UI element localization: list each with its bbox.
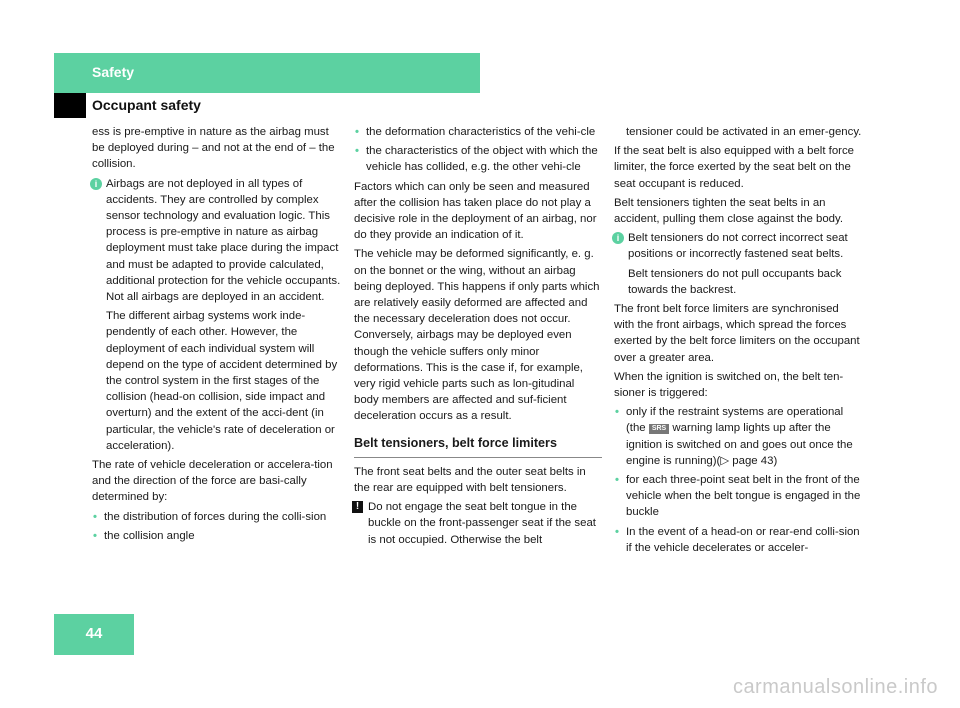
paragraph: ess is pre-emptive in nature as the airbag must be deployed during – and not at the end of – the collision. — [92, 126, 335, 171]
section-marker — [54, 93, 86, 118]
list-item — [92, 509, 344, 525]
paragraph: The rate of vehicle deceleration or accelera-tion and the direction of the force are basi-cally determined by: — [92, 459, 333, 504]
paragraph: When the ignition is switched on, the belt ten-sioner is triggered: — [614, 370, 844, 400]
list-item-text: In the event of a head-on or rear-end colli-sion if the vehicle decelerates or acceler- — [626, 525, 860, 554]
bullet-icon: • — [615, 406, 619, 419]
list-item-text: the characteristics of the object with which the vehicle has collided, e.g. the other vehi-cle — [366, 145, 598, 174]
info-icon: i — [90, 178, 102, 190]
note-text: Belt tensioners do not correct incorrect seat positions or incorrectly fastened seat belts. — [628, 232, 848, 261]
bullet-icon: • — [615, 474, 619, 487]
paragraph-continued: tensioner could be activated in an emer-gency. — [626, 126, 862, 138]
list-item-text: the collision angle — [104, 529, 195, 542]
paragraph: Factors which can only be seen and measured after the collision has taken place do not play a decisive role in the deployment of an airbag, nor do they provide an indication of it. — [354, 180, 597, 242]
bullet-icon: • — [93, 529, 97, 542]
paragraph: The vehicle may be deformed significantly, e. g. on the bonnet or the wing, without an airbag being deployed. This happens if only parts which are relatively easily deformed are affected and the necessary deceleration does not occur. Conversely, airbags may be deployed even though the vehicle suffers only minor deformations. This is the case if, for example, very rigid vehicle parts such as lon-gitudinal body members are affected and suf-ficient deceleration occurs as a result. — [354, 248, 600, 423]
list-item — [354, 143, 602, 175]
note-text: Belt tensioners do not pull occupants back towards the backrest. — [628, 267, 842, 296]
list-item — [614, 472, 862, 521]
list-item — [614, 404, 862, 469]
info-icon: i — [612, 232, 624, 244]
list-item-text: the deformation characteristics of the vehi-cle — [366, 126, 596, 138]
column-2 — [354, 124, 602, 551]
warning-note — [354, 499, 602, 548]
bullet-icon: • — [615, 525, 619, 538]
paragraph: If the seat belt is also equipped with a belt force limiter, the force exerted by the seat belt on the seat occupant is reduced. — [614, 145, 854, 190]
paragraph: The front belt force limiters are synchronised with the front airbags, which spread the forces exerted by the belt force limiters on the occupant over a greater area. — [614, 303, 860, 364]
list-item-text: for each three-point seat belt in the front of the vehicle when the belt tongue is engaged in the buckle — [626, 474, 861, 519]
list-item — [614, 524, 862, 556]
column-3 — [614, 124, 862, 559]
info-note — [92, 176, 344, 454]
info-note — [614, 230, 862, 298]
page-number-box — [54, 614, 134, 655]
bullet-icon: • — [355, 126, 359, 138]
list-item — [92, 528, 344, 544]
warning-icon: ! — [352, 501, 363, 513]
page-number: 44 — [85, 625, 103, 642]
paragraph: The front seat belts and the outer seat belts in the rear are equipped with belt tensioners. — [354, 465, 586, 495]
warning-text: Do not engage the seat belt tongue in the buckle on the front-passenger seat if the seat is not occupied. Otherwise the belt — [368, 501, 596, 546]
page-subtitle: Occupant safety — [92, 97, 201, 113]
list-item-text: the distribution of forces during the colli-sion — [104, 510, 327, 523]
note-text: Airbags are not deployed in all types of accidents. They are controlled by complex sensor technology and evaluation logic. This process is pre-emptive in nature as airbag deployment must take place during the impact and must be adapted to provide calculated, additional protection for the vehicle occupants. Not all airbags are deployed in an accident. — [106, 177, 341, 304]
list-item-text: only if the restraint systems are operational (the — [626, 406, 844, 435]
paragraph: Belt tensioners tighten the seat belts in an accident, pulling them close against the body. — [614, 196, 844, 226]
srs-warning-lamp-icon: SRS — [649, 424, 669, 434]
column-1 — [92, 124, 344, 547]
note-text: The different airbag systems work inde-pendently of each other. However, the deployment of each individual system will depend on the type of accident determined by the control system in the first stages of the collision (head-on collision, side impact and overturn) and the extent of the acci-dent (in particular, the vehicle's rate of deceleration or acceleration). — [106, 310, 338, 452]
watermark: carmanualsonline.info — [732, 676, 938, 698]
section-heading: Belt tensioners, belt force limiters — [354, 435, 602, 458]
header-band — [54, 53, 480, 93]
section-title: Safety — [92, 64, 135, 80]
list-item — [354, 124, 602, 140]
bullet-icon: • — [93, 510, 97, 523]
list-item-text: warning lamp lights up after the ignition is switched on and goes out once the engine is running)(▷ page 43) — [626, 422, 853, 467]
bullet-icon: • — [355, 145, 359, 158]
